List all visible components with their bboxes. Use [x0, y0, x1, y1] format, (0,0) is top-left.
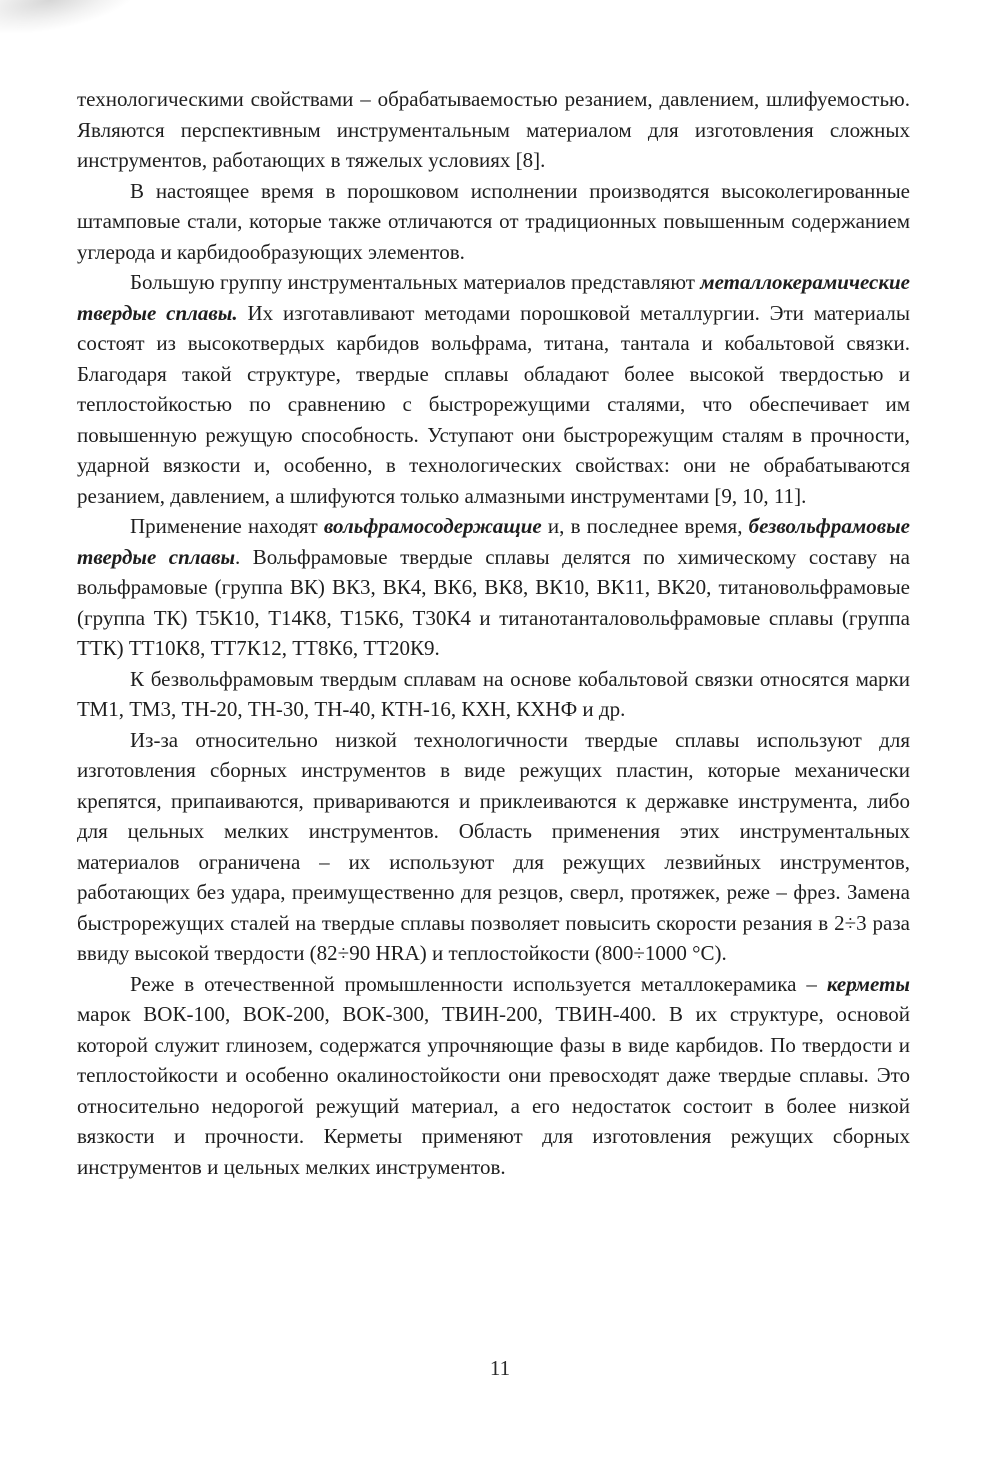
- text-run: Из-за относительно низкой технологичности твердые сплавы используют для изготовления сборных инструментов в виде режущих пластин, которые механически крепятся, припаиваются, привариваются и приклеиваются к державке инструмента, либо для цельных мелких инструментов. Область применения этих инструментальных материалов ограничена – их используют для режущих лезвийных инструментов, работающих без удара, преимущественно для резцов, сверл, протяжек, реже – фрез. Замена быстрорежущих сталей на твердые сплавы позволяет повысить скорости резания в 2÷3 раза ввиду высокой твердости (82÷90 HRA) и теплостойкости (800÷1000 °С).: [77, 727, 910, 965]
- text-run: Применение находят: [130, 514, 324, 538]
- text-run: марок ВОК-100, ВОК-200, ВОК-300, ТВИН-200, ТВИН-400. В их структуре, основой которой служит глинозем, содержатся упрочняющие фазы в виде карбидов. По твердости и теплостойкости и особенно окалиностойкости они превосходят даже твердые сплавы. Это относительно недорогой режущий материал, а его недостаток состоит в более низкой вязкости и прочности. Керметы применяют для изготовления режущих сборных инструментов и цельных мелких инструментов.: [77, 1002, 910, 1179]
- text-run: Их изготавливают методами порошковой металлургии. Эти материалы состоят из высокотвердых карбидов вольфрама, титана, тантала и кобальтовой связки. Благодаря такой структуре, твердые сплавы обладают более высокой твердостью и теплостойкостью по сравнению с быстрорежущими сталями, что обеспечивает им повышенную режущую способность. Уступают они быстрорежущим сталям в прочности, ударной вязкости и, особенно, в технологических свойствах: они не обрабатываются резанием, давлением, а шлифуются только алмазными инструментами [9, 10, 11].: [77, 300, 911, 508]
- text-run: К безвольфрамовым твердым сплавам на основе кобальтовой связки относятся марки ТМ1, ТМ3, ТН-20, ТН-30, ТН-40, КТН-16, КХН, КХНФ и др.: [77, 666, 910, 721]
- page-number: 11: [489, 1356, 511, 1380]
- paragraph-4: [77, 511, 910, 664]
- paragraph-5: [77, 664, 910, 725]
- emphasized-term: керметы: [826, 971, 910, 996]
- paragraph-2: [77, 176, 910, 268]
- document-body: [77, 84, 910, 1182]
- text-run: Большую группу инструментальных материалов представляют: [130, 270, 701, 294]
- text-run: . Вольфрамовые твердые сплавы делятся по химическому составу на вольфрамовые (группа ВК) ВК3, ВК4, ВК6, ВК8, ВК10, ВК11, ВК20, титановольфрамовые (группа ТК) Т5К10, Т14К8, Т15К6, Т30К4 и титанотанталовольфрамовые сплавы (группа ТТК) ТТ10К8, ТТ7К12, ТТ8К6, ТТ20К9.: [77, 544, 910, 660]
- text-run: В настоящее время в порошковом исполнении производятся высоколегированные штамповые стали, которые также отличаются от традиционных повышенным содержанием углерода и карбидообразующих элементов.: [77, 178, 910, 264]
- paragraph-6: [77, 725, 910, 969]
- paragraph-7: [77, 969, 910, 1183]
- paragraph-1: [77, 84, 910, 176]
- scan-edge-shadow: [0, 0, 144, 45]
- text-run: Реже в отечественной промышленности используется металлокерамика –: [130, 971, 827, 996]
- emphasized-term: металлокерамические твердые сплавы.: [77, 270, 910, 325]
- text-run: технологическими свойствами – обрабатываемостью резанием, давлением, шлифуемостью. Являются перспективным инструментальным материалом для изготовления сложных инструментов, работающих в тяжелых условиях [8].: [77, 87, 910, 172]
- paragraph-3: [77, 267, 910, 511]
- text-run: и, в последнее время,: [541, 514, 749, 538]
- emphasized-term: вольфрамосодержащие: [323, 514, 542, 538]
- emphasized-term: безвольфрамовые твердые сплавы: [77, 514, 910, 569]
